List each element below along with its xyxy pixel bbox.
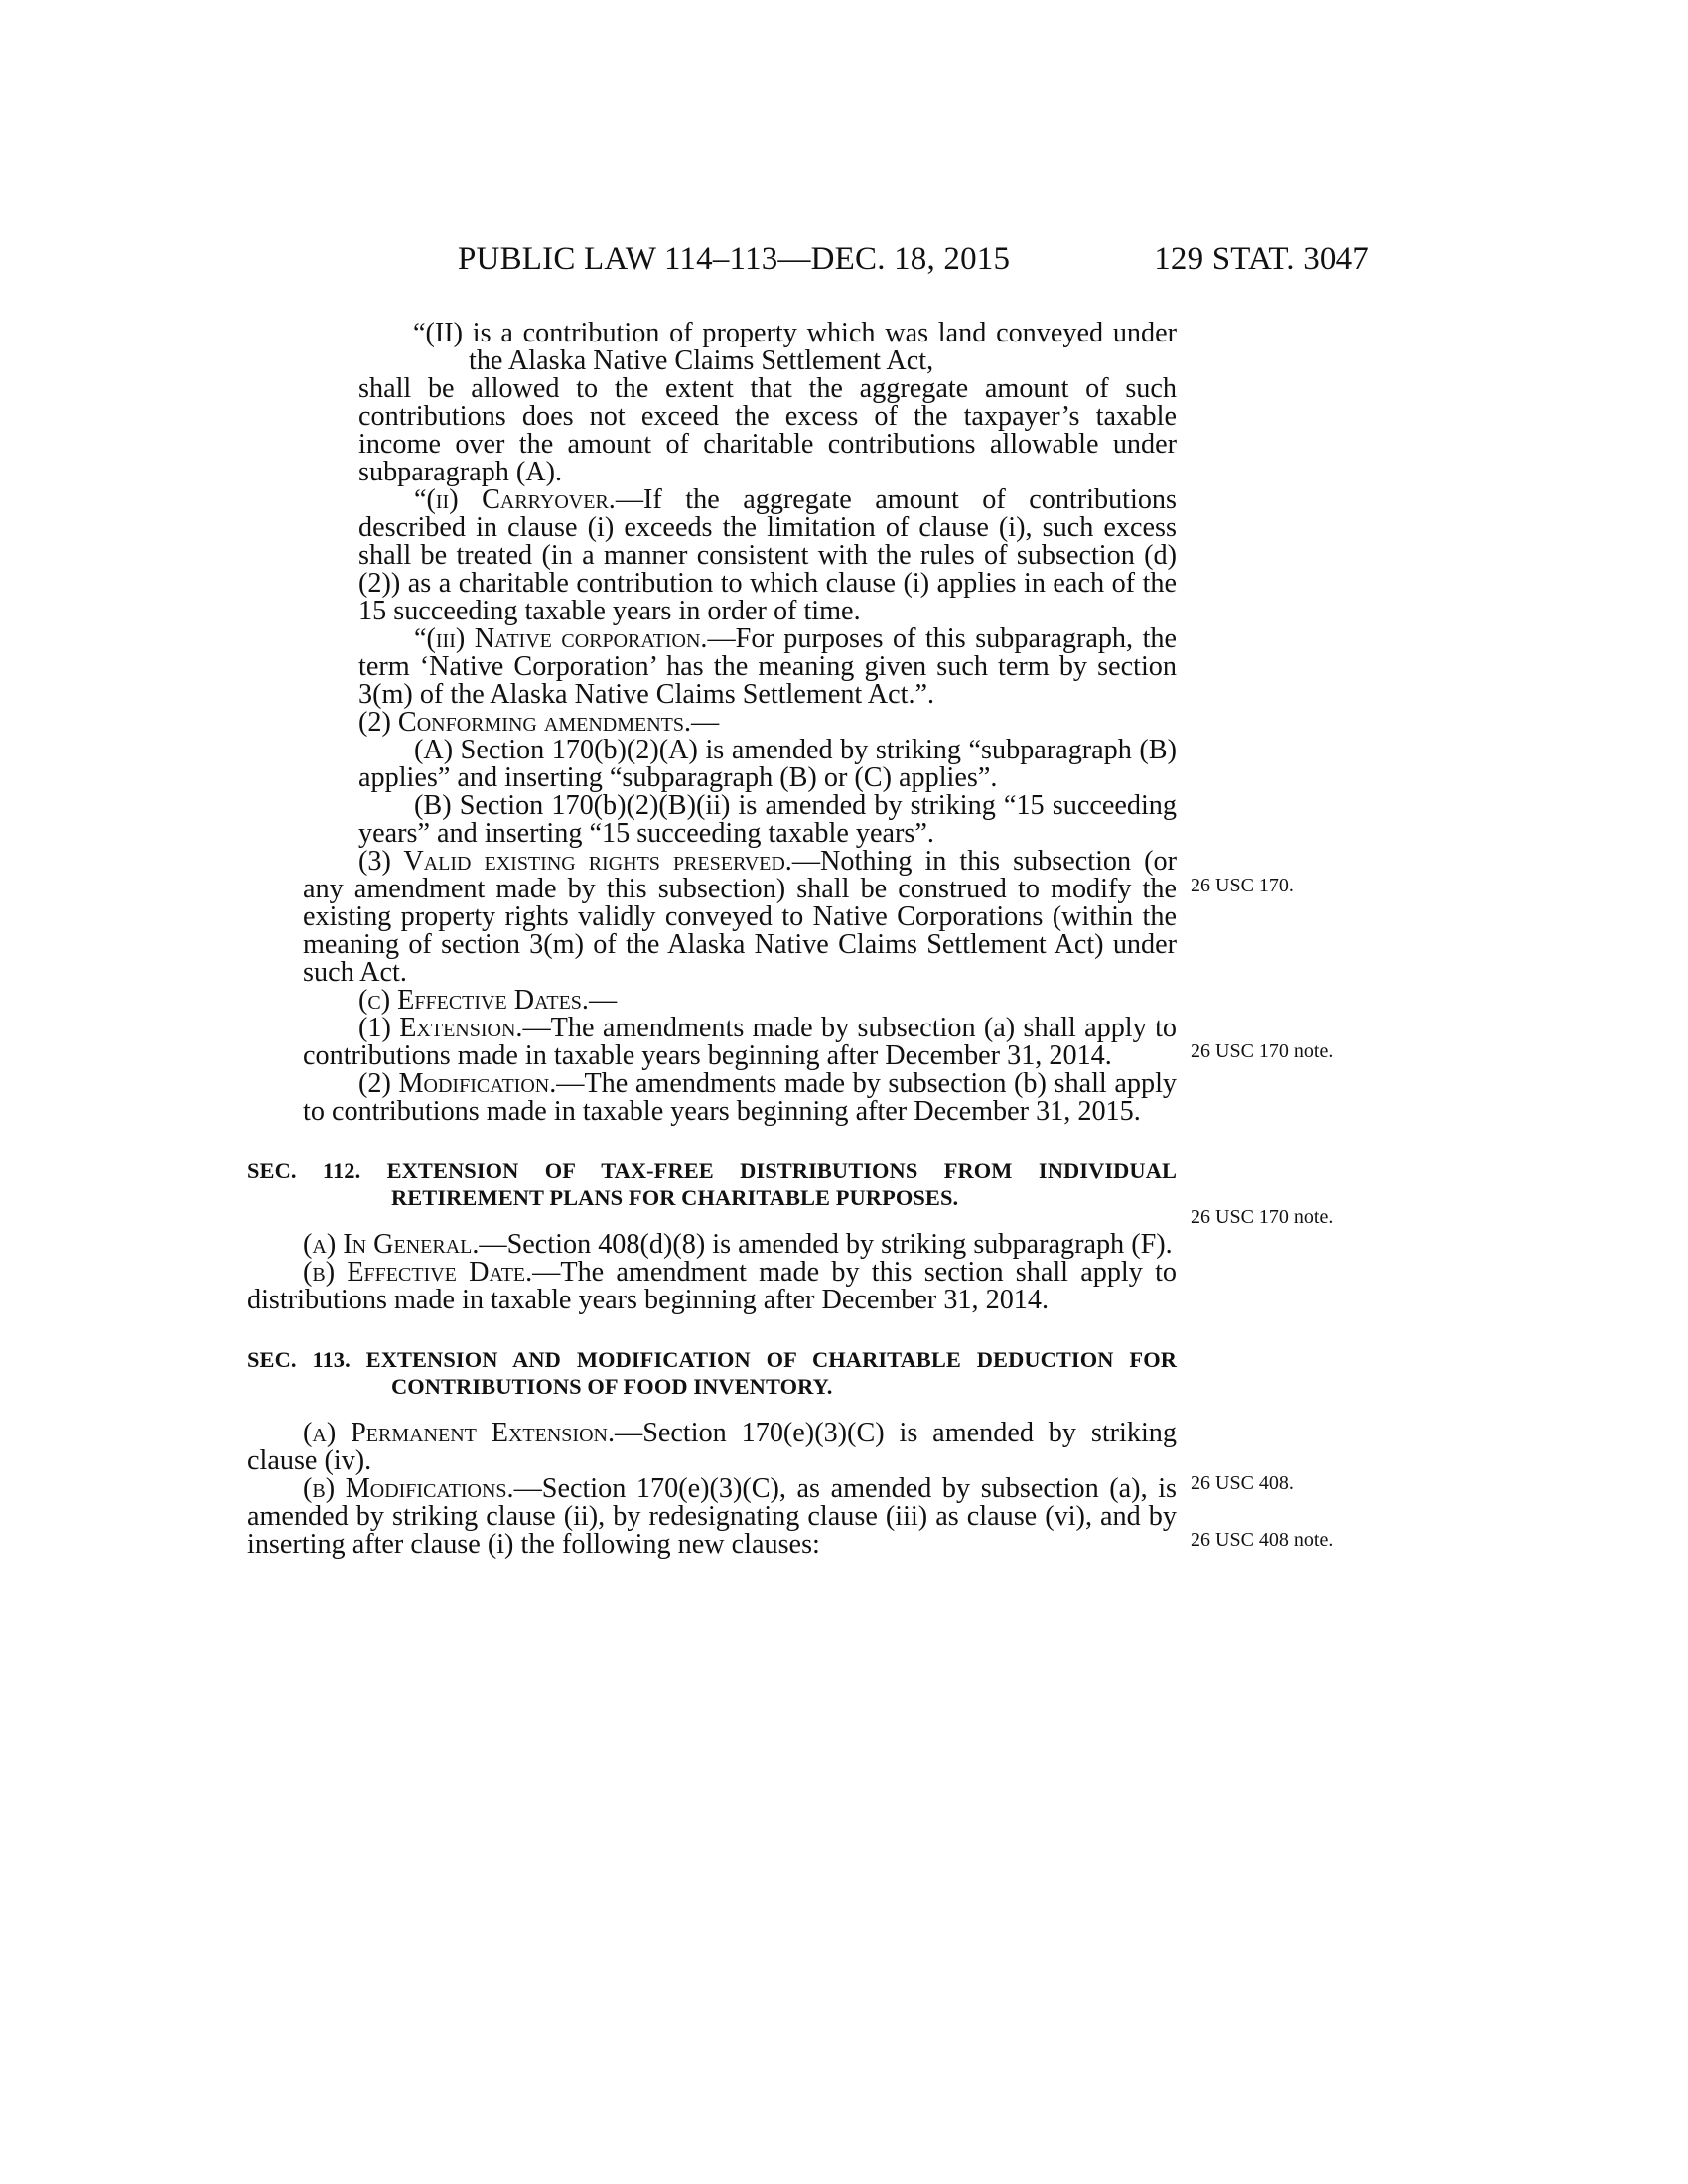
sec113-b-heading: (b) Modifications. [303, 1473, 514, 1504]
section-112-heading: SEC. 112. EXTENSION OF TAX-FREE DISTRIBUTIONS FROM INDIVIDUAL RETIREMENT PLANS FOR CHARITABLE PURPOSES. [247, 1159, 1177, 1210]
margin-note-26usc408-note: 26 USC 408 note. [1191, 1529, 1334, 1551]
para-2B: (B) Section 170(b)(2)(B)(ii) is amended by striking “15 succeeding years” and inserting “15 succeeding taxable years”. [358, 790, 1177, 849]
para-2-text: — [691, 707, 720, 738]
para-3 [303, 848, 1177, 987]
margin-note-26usc408: 26 USC 408. [1191, 1472, 1294, 1494]
subsec-c [303, 987, 1177, 1015]
sec113-a-text: —Section 170(e)(3)(C) is amended by striking clause (iv). [247, 1418, 1177, 1476]
clause-iii-text: —For purposes of this subparagraph, the term ‘Native Corporation’ has the meaning given such term by section 3(m) of the Alaska Native Claims Settlement Act.”. [358, 623, 1178, 710]
clause-II: “(II) is a contribution of property which was land conveyed under the Alaska Native Claims Settlement Act, [413, 318, 1177, 376]
sec112-b [247, 1259, 1177, 1314]
para-2 [303, 709, 1177, 737]
section-113-heading: SEC. 113. EXTENSION AND MODIFICATION OF CHARITABLE DEDUCTION FOR CONTRIBUTIONS OF FOOD INVENTORY. [247, 1347, 1177, 1399]
subsec-c-text: — [588, 985, 618, 1016]
para-2-heading: (2) Conforming amendments. [358, 707, 692, 738]
sec113-b [247, 1475, 1177, 1559]
para-2A: (A) Section 170(b)(2)(A) is amended by striking “subparagraph (B) applies” and inserting “subparagraph (B) or (C) applies”. [358, 735, 1177, 793]
sec112-b-text: —The amendment made by this section shall apply to distributions made in taxable years beginning after December 31, 2014. [247, 1257, 1177, 1315]
margin-note-26usc170-note: 26 USC 170 note. [1191, 1040, 1334, 1062]
sec113-a-heading: (a) Permanent Extension. [303, 1418, 616, 1448]
clause-iii-heading: “(iii) Native corporation. [414, 623, 708, 654]
running-header-law: PUBLIC LAW 114–113—DEC. 18, 2015 [458, 241, 1011, 277]
running-header-page: 129 STAT. 3047 [1154, 241, 1369, 277]
para-c2 [303, 1070, 1177, 1126]
subsec-c-heading: (c) Effective Dates. [358, 985, 589, 1016]
clause-ii-text: —If the aggregate amount of contributions described in clause (i) exceeds the limitation of clause (i), such excess shall be treated (in a manner consistent with the rules of subsection (d)(2)) as a charitable contribution to which clause (i) applies in each of the 15 succeeding taxable years in order of time. [358, 484, 1177, 626]
para-c2-heading: (2) Modification. [358, 1068, 557, 1099]
margin-note-26usc170-note-2: 26 USC 170 note. [1191, 1206, 1334, 1228]
sec112-b-heading: (b) Effective Date. [303, 1257, 533, 1288]
sec112-a [247, 1231, 1177, 1259]
clause-shall: shall be allowed to the extent that the aggregate amount of such contributions does not exceed the excess of the taxpayer’s taxable income over the amount of charitable contributions allowable under subparagraph (A). [358, 373, 1177, 487]
main-text [247, 318, 1178, 1560]
margin-note-26usc170: 26 USC 170. [1191, 875, 1294, 896]
para-3-heading: (3) Valid existing rights preserved. [358, 846, 792, 877]
para-c2-text: —The amendments made by subsection (b) shall apply to contributions made in taxable years beginning after December 31, 2015. [303, 1068, 1178, 1127]
sec112-a-heading: (a) In General. [303, 1229, 480, 1260]
sec113-a [247, 1420, 1177, 1475]
para-c1-text: —The amendments made by subsection (a) shall apply to contributions made in taxable years beginning after December 31, 2014. [303, 1013, 1177, 1071]
clause-ii-heading: “(ii) Carryover. [414, 484, 616, 515]
clause-iii [303, 625, 1177, 709]
para-c1 [303, 1015, 1177, 1070]
para-c1-heading: (1) Extension. [358, 1013, 523, 1043]
sec112-a-text: —Section 408(d)(8) is amended by striking subparagraph (F). [479, 1229, 1173, 1260]
clause-ii [303, 486, 1177, 625]
sec113-b-text: —Section 170(e)(3)(C), as amended by subsection (a), is amended by striking clause (ii), by redesignating clause (iii) as clause (vi), and by inserting after clause (i) the following new clauses: [247, 1473, 1177, 1560]
para-3-text: —Nothing in this subsection (or any amendment made by this subsection) shall be construed to modify the existing property rights validly conveyed to Native Corporations (within the meaning of section 3(m) of the Alaska Native Claims Settlement Act) under such Act. [303, 846, 1177, 988]
